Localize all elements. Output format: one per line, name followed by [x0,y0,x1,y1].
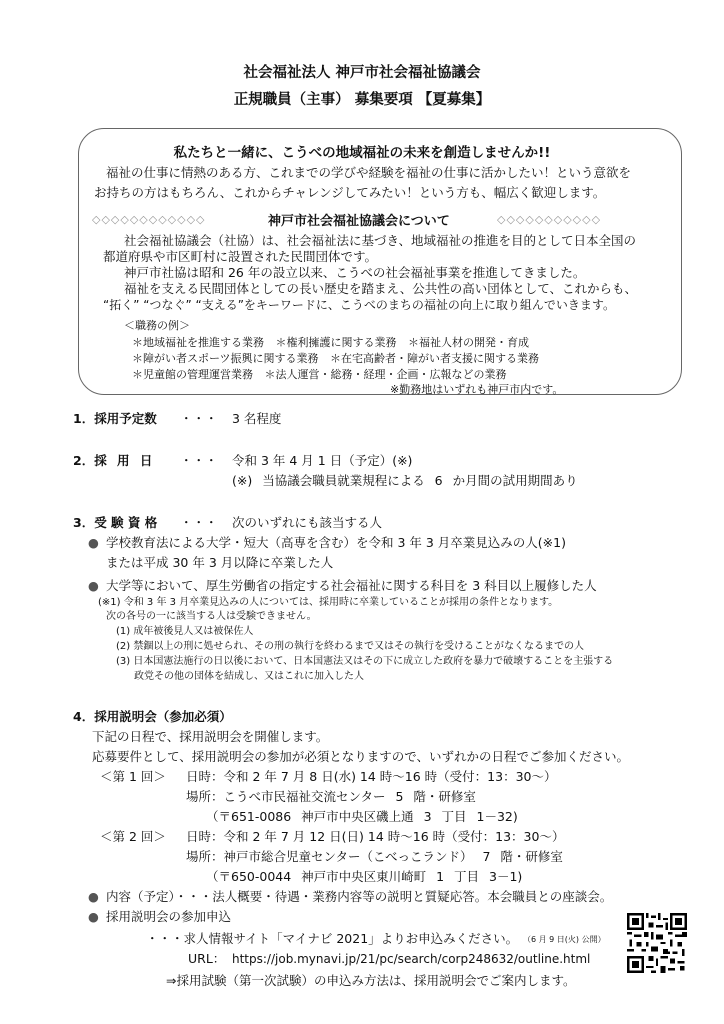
section2-dots: ・・・ [180,453,218,468]
section4-line2: 応募要件として、採用説明会の参加が必須となりますので、いずれかの日程でご参加ください。 [92,749,630,764]
section1-value: 3 名程度 [232,411,282,426]
section3-bullet2: 大学等において、厚生労働省の指定する社会福祉に関する科目を 3 科目以上履修した人 [106,578,597,593]
section3-item-2: (2) 禁錮以上の刑に処せられ、その刑の執行を終わるまで又はその執行を受けることがなくなるまでの人 [116,641,584,652]
section4-line1: 下記の日程で、採用説明会を開催します。 [92,729,329,744]
section3-note1: (※1) 令和 3 年 3 月卒業見込みの人については、採用時に卒業していることが採用の条件となります。 [98,597,559,608]
section3-bullet1-cont: または平成 30 年 3 月以降に卒業した人 [106,555,334,570]
section2-label: 2．採 用 日 [73,453,153,468]
about-line-1: 社会福祉協議会（社協）は、社会福祉法に基づき、地域福祉の推進を目的として日本全国の [124,233,637,248]
about-line-4: 福祉を支える民間団体としての長い歴史を踏まえ、公共性の高い団体として、これからも、 [124,281,638,296]
session1-place: 場所：こうべ市民福祉交流センター 5 階・研修室 [186,789,476,804]
session2-label: ＜第 2 回＞ [100,829,166,844]
section2-note: (※) 当協議会職員就業規程による 6 か月間の試用期間あり [232,473,578,488]
final-note: ⇒採用試験（第一次試験）の申込み方法は、採用説明会でご案内します。 [166,973,576,988]
bullet-icon: ● [88,889,99,904]
session2-place: 場所：神戸市総合児童センター（こべっこランド） 7 階・研修室 [186,849,563,864]
section2-value: 令和 3 年 4 月 1 日（予定）(※) [232,453,413,468]
section3-label: 3．受 験 資 格 [73,515,158,530]
section3-item-3-cont: 政党その他の団体を結成し、又はこれに加入した人 [134,671,364,682]
page-title: 正規職員（主事） 募集要項 【夏募集】 [233,92,491,108]
apply-url[interactable]: https://job.mynavi.jp/21/pc/search/corp248632/outline.html [232,952,591,966]
section3-item-1: (1) 成年被後見人又は被保佐人 [116,626,254,637]
session1-time: 日時：令和 2 年 7 月 8 日(水) 14 時～16 時（受付：13：30～） [186,769,557,784]
workplace-note: ※勤務地はいずれも神戸市内です。 [390,383,564,396]
duties-line-1: ＊地域福祉を推進する業務 ＊権利擁護に関する業務 ＊福祉人材の開発・育成 [132,336,529,349]
about-line-3: 神戸市社協は昭和 26 年の設立以来、こうべの社会福祉事業を推進してきました。 [124,265,586,280]
about-title: 神戸市社会福祉協議会について [268,214,450,229]
section3-bullet1: 学校教育法による大学・短大（高専を含む）を令和 3 年 3 月卒業見込みの人(※1) [106,535,566,550]
apply-note: （6 月 9 日(火) 公開） [523,935,606,944]
duties-line-3: ＊児童館の管理運営業務 ＊法人運営・総務・経理・企画・広報などの業務 [132,368,507,381]
intro-line-2: お持ちの方はもちろん、これからチャレンジしてみたい！という方も、幅広く歓迎します。 [94,185,606,200]
section3-dots: ・・・ [180,515,218,530]
bullet-icon: ● [88,578,99,593]
section3-note2: 次の各号の一に該当する人は受験できません。 [106,611,317,622]
section3-value: 次のいずれにも該当する人 [232,515,383,530]
section4-content: 内容（予定）・・・法人概要・待遇・業務内容等の説明と質疑応答。本会職員との座談会。 [106,889,613,904]
url-label: URL： [188,951,226,966]
bullet-icon: ● [88,909,99,924]
duties-line-2: ＊障がい者スポーツ振興に関する業務 ＊在宅高齢者・障がい者支援に関する業務 [132,352,540,365]
session1-address: （〒651-0086 神戸市中央区磯上通 3 丁目 1－32) [206,809,518,824]
about-line-5: “拓く” “つなぐ” “支える”をキーワードに、こうべのまちの福祉の向上に取り組んでいきます。 [103,298,615,312]
diamond-divider-left: ◇◇◇◇◇◇◇◇◇◇◇◇ [92,213,206,226]
apply-line: ・・・求人情報サイト「マイナビ 2021」よりお申込みください。 [146,931,519,946]
diamond-divider-right: ◇◇◇◇◇◇◇◇◇◇◇ [497,213,602,226]
intro-headline: 私たちと一緒に、こうべの地域福祉の未来を創造しませんか!! [173,145,551,161]
section4-apply-label: 採用説明会の参加申込 [106,909,232,924]
duties-label: ＜職務の例＞ [124,319,190,332]
section1-dots: ・・・ [180,411,218,426]
section3-item-3: (3) 日本国憲法施行の日以後において、日本国憲法又はその下に成立した政府を暴力で破壊することを主張する [116,656,614,667]
about-line-2: 都道府県や市区町村に設置された民間団体です。 [103,249,378,264]
session2-address: （〒650-0044 神戸市中央区東川崎町 1 丁目 3－1) [206,869,523,884]
session1-label: ＜第 1 回＞ [100,769,166,784]
intro-line-1: 福祉の仕事に情熱のある方、これまでの学びや経験を福祉の仕事に活かしたい！という意欲を [106,165,632,180]
session2-time: 日時：令和 2 年 7 月 12 日(日) 14 時～16 時（受付：13：30～） [186,829,565,844]
bullet-icon: ● [88,535,99,550]
qr-code-icon[interactable] [627,913,687,973]
section4-label: 4．採用説明会（参加必須） [73,709,232,724]
section1-label: 1．採用予定数 [73,411,157,426]
org-name: 社会福祉法人 神戸市社会福祉協議会 [243,65,481,81]
